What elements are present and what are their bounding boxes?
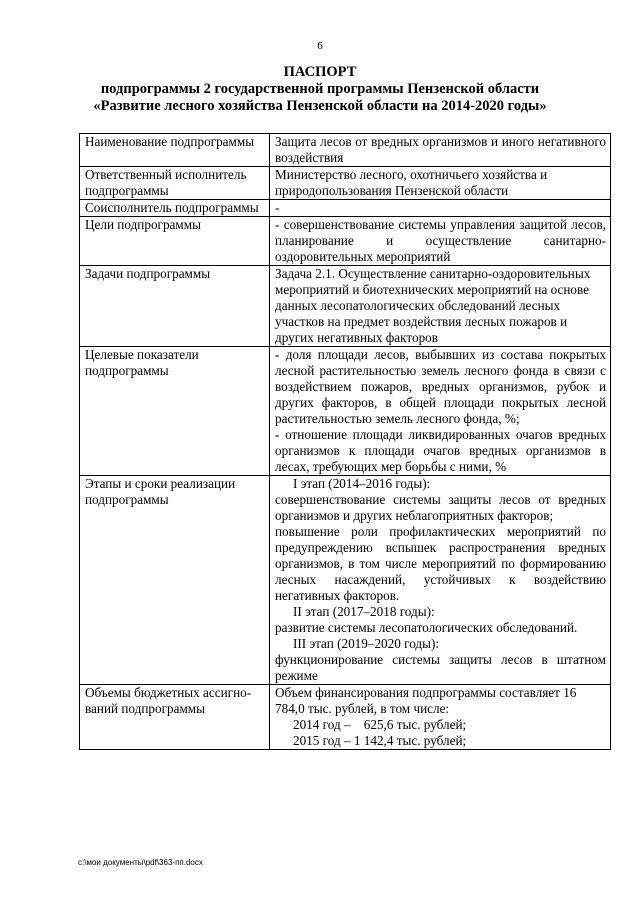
row-tasks-value: Задача 2.1. Осуществление санитарно-оздоровительных мероприятий и биотехнических мероприятий на основе данных лесопатологических обследований лесных участков на предмет воздействия лесных пожаров и других негативных факторов bbox=[270, 266, 611, 347]
budget-2014: 2014 год – 625,6 тыс. рублей; bbox=[293, 717, 467, 732]
row-budget-value bbox=[270, 685, 611, 750]
indicator-item: - отношение площади ликвидированных очагов вредных организмов к площади очагов вредных организмов в лесах, требующих мер борьбы с ними, % bbox=[275, 427, 606, 474]
row-budget bbox=[80, 685, 611, 750]
title-line-1: ПАСПОРТ bbox=[283, 64, 357, 80]
row-executor bbox=[80, 167, 611, 200]
row-stages bbox=[80, 476, 611, 685]
row-indicators-label: Целевые показатели подпрограммы bbox=[80, 347, 270, 476]
row-name-value: Защита лесов от вредных организмов и иного негативного воздействия bbox=[270, 134, 611, 167]
stage-2-text: развитие системы лесопатологических обследований. bbox=[275, 620, 578, 635]
row-indicators-value bbox=[270, 347, 611, 476]
footer-file-path: c:\мои документы\pdf\363-пп.docx bbox=[78, 858, 203, 867]
row-goals-label: Цели подпрограммы bbox=[80, 217, 270, 266]
title-line-2: подпрограммы 2 государственной программы Пензенской области bbox=[100, 81, 540, 97]
row-goals-value: - совершенствование системы управления защитой лесов, планирование и осуществление санитарно-оздоровительных мероприятий bbox=[270, 217, 611, 266]
row-indicators bbox=[80, 347, 611, 476]
row-budget-label: Объемы бюджетных ассигно-ваний подпрограммы bbox=[80, 685, 270, 750]
row-stages-label: Этапы и сроки реализации подпрограммы bbox=[80, 476, 270, 685]
budget-2015: 2015 год – 1 142,4 тыс. рублей; bbox=[293, 733, 467, 748]
row-tasks bbox=[80, 266, 611, 347]
row-tasks-label: Задачи подпрограммы bbox=[80, 266, 270, 347]
row-coexecutor-label: Соисполнитель подпрограммы bbox=[80, 200, 270, 217]
row-stages-value bbox=[270, 476, 611, 685]
stage-2-title: II этап (2017–2018 годы): bbox=[293, 604, 435, 619]
document-title bbox=[0, 64, 640, 115]
passport-table bbox=[79, 133, 611, 750]
row-coexecutor-value: - bbox=[270, 200, 611, 217]
indicator-item: - доля площади лесов, выбывших из состава покрытых лесной растительностью земель лесного фонда в связи с воздействием пожаров, вредных организмов, рубок и других факторов, в общей площади покрытых лесной растительностью земель лесного фонда, %; bbox=[275, 347, 606, 426]
title-line-3: «Развитие лесного хозяйства Пензенской области на 2014-2020 годы» bbox=[93, 98, 547, 114]
row-name bbox=[80, 134, 611, 167]
stage-3-title: III этап (2019–2020 годы): bbox=[293, 636, 440, 651]
row-goals bbox=[80, 217, 611, 266]
budget-intro: Объем финансирования подпрограммы составляет 16 784,0 тыс. рублей, в том числе: bbox=[275, 685, 577, 716]
row-executor-value: Министерство лесного, охотничьего хозяйства и природопользования Пензенской области bbox=[270, 167, 611, 200]
stage-1-title: I этап (2014–2016 годы): bbox=[293, 476, 431, 491]
stage-1-text: повышение роли профилактических мероприятий по предупреждению вспышек распространения вредных организмов, в том числе мероприятий по формированию лесных насаждений, устойчивых к воздействию негативных факторов. bbox=[275, 524, 606, 603]
page-number: 6 bbox=[317, 40, 323, 52]
stage-3-text: функционирование системы защиты лесов в штатном режиме bbox=[275, 652, 606, 683]
row-executor-label: Ответственный исполнитель подпрограммы bbox=[80, 167, 270, 200]
stage-1-text: совершенствование системы защиты лесов от вредных организмов и других неблагоприятных факторов; bbox=[275, 492, 606, 523]
row-coexecutor bbox=[80, 200, 611, 217]
row-name-label: Наименование подпрограммы bbox=[80, 134, 270, 167]
